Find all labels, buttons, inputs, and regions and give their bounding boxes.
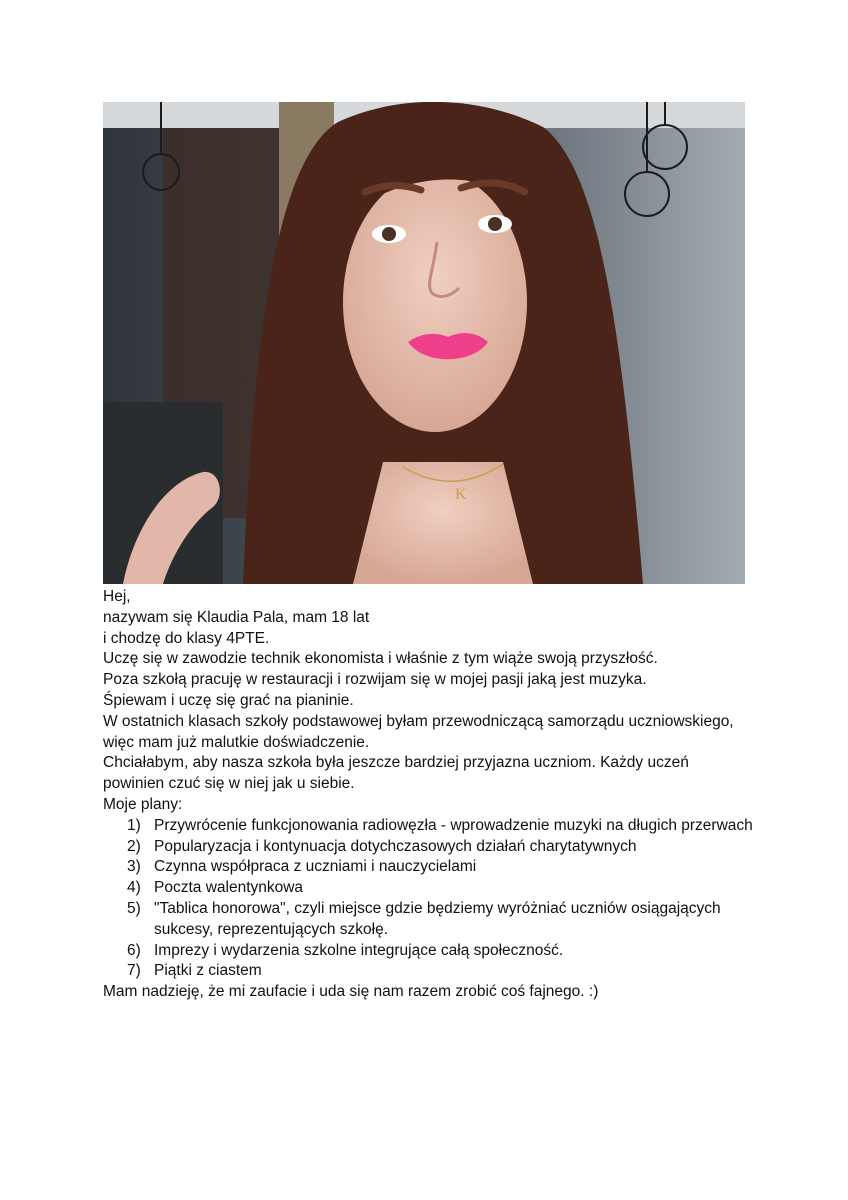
list-text: Popularyzacja i kontynuacja dotychczasowych działań charytatywnych: [154, 837, 637, 855]
list-item: [103, 857, 753, 878]
intro-goal: Chciałabym, aby nasza szkoła była jeszcze bardziej przyjazna uczniom. Każdy uczeń powinien czuć się w niej jak u siebie.: [103, 754, 689, 793]
greeting: Hej,: [103, 588, 131, 605]
list-text: Poczta walentynkowa: [154, 879, 304, 897]
list-number: 5): [127, 899, 141, 917]
intro-experience: W ostatnich klasach szkoły podstawowej byłam przewodniczącą samorządu uczniowskiego, więc mam już malutkie doświadczenie.: [103, 712, 734, 751]
portrait-illustration: [103, 102, 745, 584]
list-item: [103, 899, 753, 941]
list-number: 7): [127, 962, 141, 980]
plans-list: [103, 816, 753, 982]
list-item: [103, 961, 753, 982]
list-number: 4): [127, 879, 141, 897]
list-item: [103, 837, 753, 858]
intro-class: i chodzę do klasy 4PTE.: [103, 629, 270, 647]
plans-heading: Moje plany:: [103, 795, 183, 813]
list-text: Piątki z ciastem: [154, 962, 262, 980]
list-text: "Tablica honorowa", czyli miejsce gdzie będziemy wyróżniać uczniów osiągających sukcesy, reprezentujących szkołę.: [154, 899, 721, 938]
list-number: 6): [127, 941, 141, 959]
list-text: Czynna współpraca z uczniami i nauczycielami: [154, 858, 477, 876]
list-number: 3): [127, 858, 141, 876]
list-item: [103, 878, 753, 899]
intro-music: Śpiewam i uczę się grać na pianinie.: [103, 691, 354, 709]
list-text: Przywrócenie funkcjonowania radiowęzła - wprowadzenie muzyki na długich przerwach: [154, 816, 753, 834]
intro-work-passion: Poza szkołą pracuję w restauracji i rozwijam się w mojej pasji jaką jest muzyka.: [103, 671, 647, 689]
portrait-photo: [103, 102, 745, 584]
campaign-statement: [103, 587, 753, 1003]
list-item: [103, 941, 753, 962]
pendant-letter: K: [455, 486, 467, 503]
intro-profession: Uczę się w zawodzie technik ekonomista i właśnie z tym wiąże swoją przyszłość.: [103, 650, 658, 668]
intro-name-age: nazywam się Klaudia Pala, mam 18 lat: [103, 608, 370, 626]
list-text: Imprezy i wydarzenia szkolne integrujące całą społeczność.: [154, 941, 564, 959]
list-number: 1): [127, 816, 141, 834]
closing-line: Mam nadzieję, że mi zaufacie i uda się nam razem zrobić coś fajnego. :): [103, 983, 599, 1001]
list-item: [103, 816, 753, 837]
list-number: 2): [127, 837, 141, 855]
